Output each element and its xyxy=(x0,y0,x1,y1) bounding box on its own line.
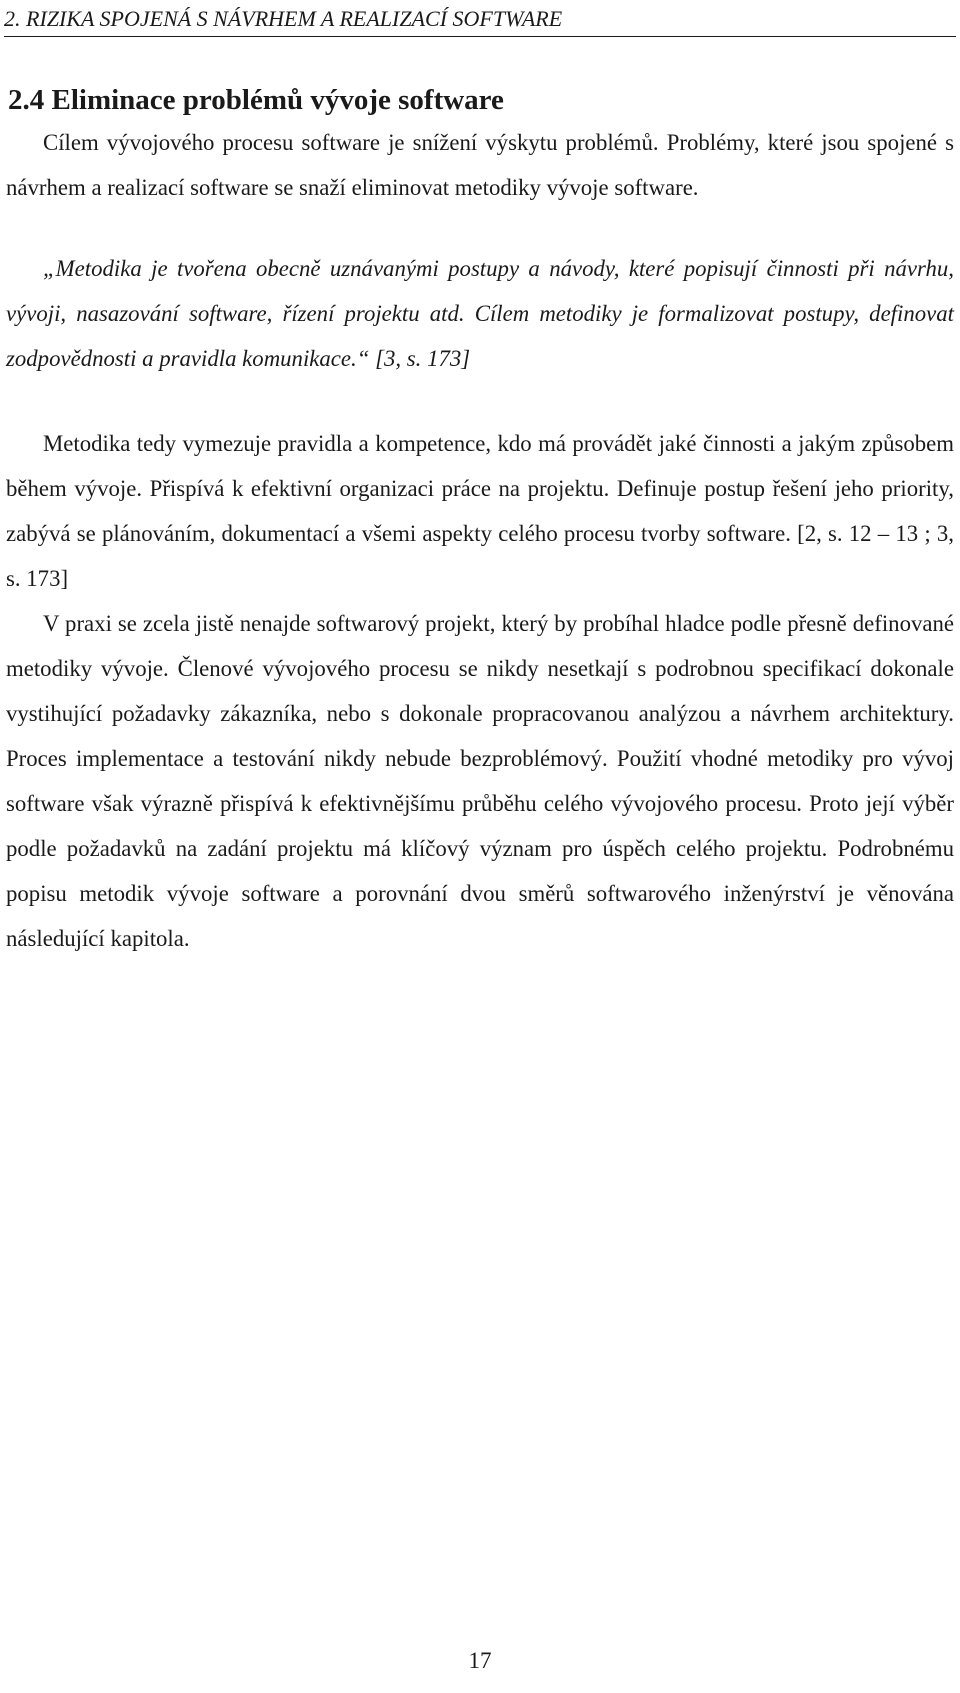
spacer xyxy=(6,210,954,246)
running-header: 2. RIZIKA SPOJENÁ S NÁVRHEM A REALIZACÍ SOFTWARE xyxy=(4,4,956,37)
methodology-quote: „Metodika je tvořena obecně uznávanými postupy a návody, které popisují činnosti při návrhu, vývoji, nasazování software, řízení projektu atd. Cílem metodiky je formalizovat postupy, definovat zodpovědnosti a pravidla komunikace.“ [3, s. 173] xyxy=(6,256,954,371)
spacer xyxy=(6,381,954,421)
page-number: 17 xyxy=(468,1648,492,1673)
page-body xyxy=(6,80,954,961)
intro-paragraph: Cílem vývojového procesu software je snížení výskytu problémů. Problémy, které jsou spojené s návrhem a realizací software se snaží eliminovat metodiky vývoje software. xyxy=(6,130,954,200)
section-heading: 2.4 Eliminace problémů vývoje software xyxy=(8,84,504,116)
practice-paragraph: V praxi se zcela jistě nenajde softwarový projekt, který by probíhal hladce podle přesně definované metodiky vývoje. Členové vývojového procesu se nikdy nesetkají s podrobnou specifikací dokonale vystihující požadavky zákazníka, nebo s dokonale propracovanou analýzou a návrhem architektury. Proces implementace a testování nikdy nebude bezproblémový. Použití vhodné metodiky pro vývoj software však výrazně přispívá k efektivnějšímu průběhu celého vývojového procesu. Proto její výběr podle požadavků na zadání projektu má klíčový význam pro úspěch celého projektu. Podrobnému popisu metodik vývoje software a porovnání dvou směrů softwarového inženýrství je věnována následující kapitola. xyxy=(6,611,954,951)
methodology-paragraph: Metodika tedy vymezuje pravidla a kompetence, kdo má provádět jaké činnosti a jakým způsobem během vývoje. Přispívá k efektivní organizaci práce na projektu. Definuje postup řešení jeho priority, zabývá se plánováním, dokumentací a všemi aspekty celého procesu tvorby software. [2, s. 12 – 13 ; 3, s. 173] xyxy=(6,431,954,591)
